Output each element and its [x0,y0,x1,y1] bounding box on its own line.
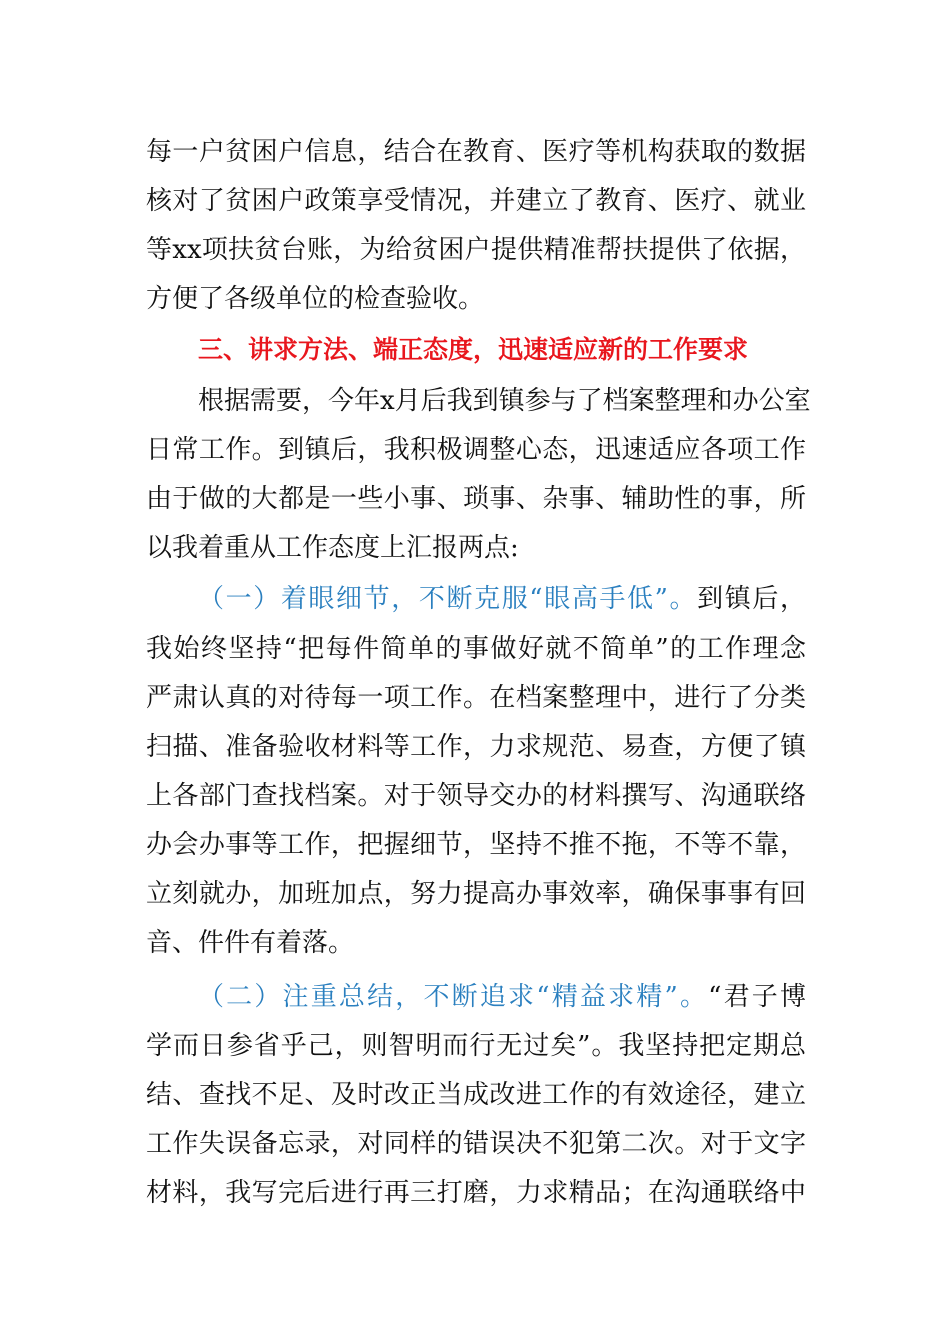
subsection-first-line [198,574,806,624]
body-text-line: 核对了贫困户政策享受情况，并建立了教育、医疗、就业 [146,186,806,216]
body-text-line: 工作失误备忘录，对同样的错误决不犯第二次。对于文字 [146,1129,806,1159]
body-text-line: 办会办事等工作，把握细节，坚持不推不拖，不等不靠， [146,830,806,860]
body-text-line: 等xx项扶贫台账，为给贫困户提供精准帮扶提供了依据， [146,235,806,265]
body-text-line: 立刻就办，加班加点，努力提高办事效率，确保事事有回 [146,879,806,909]
body-text-line: 日常工作。到镇后，我积极调整心态，迅速适应各项工作 [146,435,806,465]
body-text-line: 材料，我写完后进行再三打磨，力求精品；在沟通联络中 [146,1178,806,1208]
body-text-line: 由于做的大都是一些小事、琐事、杂事、辅助性的事，所 [146,484,806,514]
body-text-line: 学而日参省乎己，则智明而行无过矣”。我坚持把定期总 [146,1031,806,1061]
body-text-line: 严肃认真的对待每一项工作。在档案整理中，进行了分类 [146,683,806,713]
body-text-line: 结、查找不足、及时改正当成改进工作的有效途径，建立 [146,1080,806,1110]
subsection-title: （二）注重总结，不断追求“精益求精”。 [198,982,709,1012]
body-text-line: 根据需要，今年x月后我到镇参与了档案整理和办公室 [198,386,811,416]
body-text-line: 每一户贫困户信息，结合在教育、医疗等机构获取的数据 [146,137,806,167]
subsection-first-line [198,972,806,1022]
body-text-line: 方便了各级单位的检查验收。 [146,284,485,314]
body-text-line: 音、件件有着落。 [146,928,355,958]
body-text-line: 以我着重从工作态度上汇报两点: [146,533,519,563]
section-heading: 三、讲求方法、端正态度，迅速适应新的工作要求 [198,335,749,364]
subsection-title: （一）着眼细节，不断克服“眼高手低”。 [198,584,698,614]
body-text-line: 上各部门查找档案。对于领导交办的材料撰写、沟通联络 [146,781,806,811]
body-text-line: 我始终坚持“把每件简单的事做好就不简单”的工作理念 [146,634,806,664]
subsection-text: “君子博 [708,982,806,1012]
body-text-line: 扫描、准备验收材料等工作，力求规范、易查，方便了镇 [146,732,806,762]
subsection-text: 到镇后， [697,584,806,614]
